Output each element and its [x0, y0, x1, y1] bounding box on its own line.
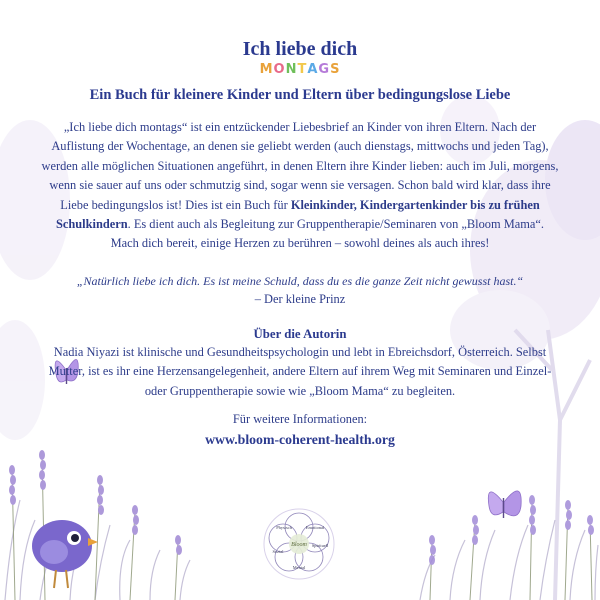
page-title: Ich liebe dich	[242, 38, 358, 60]
logo-center-label: Bloom	[291, 542, 307, 548]
title-accent-letter: N	[285, 62, 298, 77]
bloom-logo-icon	[262, 507, 336, 581]
logo-petal-label: Sozial	[272, 549, 284, 554]
subtitle: Ein Buch für kleinere Kinder und Eltern über bedingungslose Liebe	[89, 87, 511, 103]
bird-icon	[32, 520, 98, 588]
title-accent-letter: O	[273, 62, 286, 77]
title-accent-letter: G	[318, 62, 331, 77]
logo-petal-label: Spirituell	[311, 543, 329, 548]
description-closing: Mach dich bereit, einige Herzen zu berühren – sowohl deines als auch ihres!	[110, 236, 490, 251]
target-audience: Kleinkinder, Kindergartenkinder bis zu frühen Schulkindern	[56, 197, 540, 232]
logo-petal-label: Physisch	[276, 525, 292, 530]
description-text: . Es dient auch als Begleitung zur Gruppentherapie/Seminaren von „Bloom Mama“.	[127, 217, 544, 232]
title-accent-word	[40, 62, 560, 78]
title-accent-letter: A	[307, 62, 319, 77]
butterfly-icon	[488, 491, 521, 518]
website-link[interactable]: www.bloom-coherent-health.org	[205, 432, 395, 448]
title-accent-letter: S	[330, 62, 341, 77]
logo-petal-label: Mental	[292, 565, 306, 570]
description-text: „Ich liebe dich montags“ ist ein entzückender Liebesbrief an Kinder von ihren Eltern. Nach der Auflistung der Wochentage, an denen sie geliebt werden (auch dienstags, mittwochs und jeden Tag), werden alle möglichen Situationen angeführt, in denen Eltern ihre Kinder lieben: auch im Juli, morgens, wenn sie sauer auf uns oder schmutzig sind, sogar wenn sie versagen. Schon bald wird klar, dass ihre Liebe bedingungslos ist! Dies ist ein Buch für	[41, 120, 559, 212]
about-heading: Über die Autorin	[253, 326, 347, 341]
book-description	[40, 118, 560, 254]
logo-petal-label: Emotional	[305, 525, 325, 530]
quote-author: – Der kleine Prinz	[254, 291, 346, 306]
main-content	[40, 38, 560, 450]
about-text: Nadia Niyazi ist klinische und Gesundheitspsychologin und lebt in Ebreichsdorf, Österreich. Selbst Mutter, ist es ihr eine Herzensangelegenheit, andere Eltern auf ihrem Weg mit Seminaren und Einzel- oder Gruppentherapie sowie wie „Bloom Mama“ zu begleiten.	[48, 344, 552, 398]
title-accent-letter: T	[297, 62, 308, 77]
more-info-label: Für weitere Informationen:	[232, 412, 368, 427]
quote-text: „Natürlich liebe ich dich. Es ist meine Schuld, dass du es die ganze Zeit nicht gewusst hast.“	[76, 273, 524, 288]
lavender-icon	[9, 450, 182, 600]
title-accent-letter: M	[259, 62, 274, 77]
